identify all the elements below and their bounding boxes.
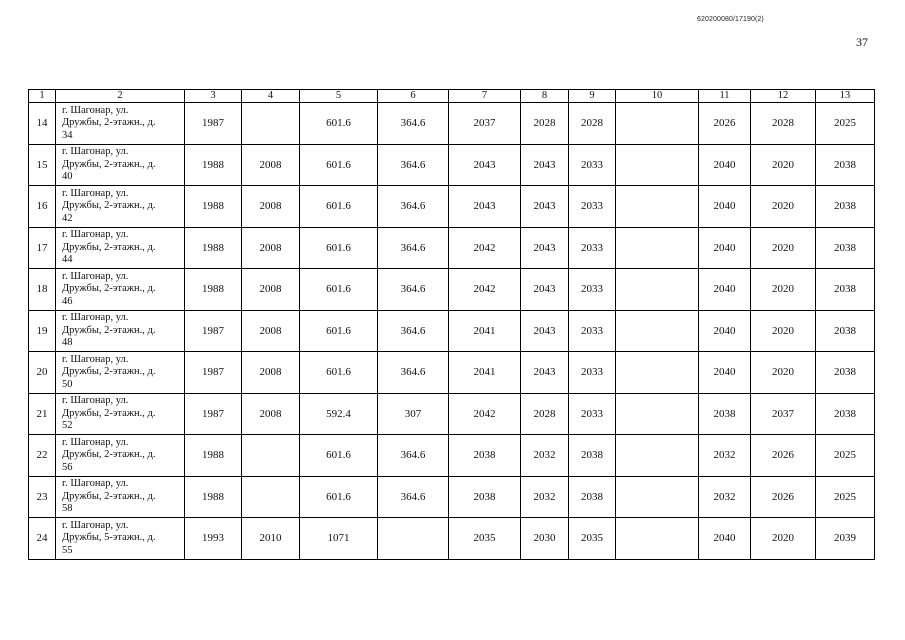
table-cell	[616, 518, 699, 560]
table-cell: 1987	[185, 103, 242, 145]
table-row	[29, 269, 875, 311]
table-row	[29, 393, 875, 435]
column-header: 9	[569, 90, 616, 103]
table-cell	[616, 352, 699, 394]
table-cell: 364.6	[378, 186, 449, 228]
table-cell	[242, 435, 300, 477]
table-cell: 15	[29, 144, 56, 186]
table-cell: 2038	[816, 310, 875, 352]
table-cell: 601.6	[300, 310, 378, 352]
table-cell: 364.6	[378, 103, 449, 145]
table-cell: 2040	[699, 227, 751, 269]
table-cell	[616, 310, 699, 352]
table-cell: 2040	[699, 269, 751, 311]
table-cell: 1987	[185, 393, 242, 435]
table-cell: 2038	[816, 227, 875, 269]
table-cell: 601.6	[300, 435, 378, 477]
column-header: 7	[449, 90, 521, 103]
table-row	[29, 352, 875, 394]
column-header: 12	[751, 90, 816, 103]
table-cell: 2038	[569, 476, 616, 518]
table-cell: 2032	[699, 435, 751, 477]
table-cell	[616, 103, 699, 145]
table-cell: 2043	[521, 186, 569, 228]
table-cell: 21	[29, 393, 56, 435]
table-cell: 2008	[242, 310, 300, 352]
table-cell: 2028	[521, 393, 569, 435]
table-cell: 2020	[751, 227, 816, 269]
table-cell: 2042	[449, 227, 521, 269]
address-cell: г. Шагонар, ул. Дружбы, 2-этажн., д. 40	[56, 144, 185, 186]
table-cell: 364.6	[378, 269, 449, 311]
table-cell: 2043	[521, 310, 569, 352]
table-cell: 1988	[185, 227, 242, 269]
table-row	[29, 186, 875, 228]
table-cell: 23	[29, 476, 56, 518]
column-header: 6	[378, 90, 449, 103]
address-cell: г. Шагонар, ул. Дружбы, 2-этажн., д. 34	[56, 103, 185, 145]
table-cell: 2035	[449, 518, 521, 560]
table-cell	[616, 393, 699, 435]
table-cell: 2020	[751, 186, 816, 228]
table-cell: 2038	[449, 435, 521, 477]
table-cell: 2040	[699, 352, 751, 394]
table-cell: 2010	[242, 518, 300, 560]
table-cell: 2033	[569, 310, 616, 352]
address-cell: г. Шагонар, ул. Дружбы, 5-этажн., д. 55	[56, 518, 185, 560]
table-cell	[616, 227, 699, 269]
table-cell: 364.6	[378, 476, 449, 518]
table-cell: 364.6	[378, 352, 449, 394]
table-cell: 2025	[816, 435, 875, 477]
table-cell: 2040	[699, 310, 751, 352]
address-cell: г. Шагонар, ул. Дружбы, 2-этажн., д. 58	[56, 476, 185, 518]
table-cell: 2026	[751, 476, 816, 518]
table-row	[29, 518, 875, 560]
table-cell	[616, 144, 699, 186]
table-cell	[242, 476, 300, 518]
table-cell: 2032	[521, 476, 569, 518]
table-cell: 2043	[449, 186, 521, 228]
table-cell: 2039	[816, 518, 875, 560]
table-cell: 2038	[816, 352, 875, 394]
table-cell: 2043	[521, 227, 569, 269]
table-cell: 2008	[242, 393, 300, 435]
table-body	[29, 103, 875, 560]
table-cell: 2040	[699, 144, 751, 186]
table-cell: 592.4	[300, 393, 378, 435]
address-cell: г. Шагонар, ул. Дружбы, 2-этажн., д. 44	[56, 227, 185, 269]
table-cell: 2038	[449, 476, 521, 518]
table-cell: 2033	[569, 393, 616, 435]
table-cell: 2037	[449, 103, 521, 145]
table-cell: 22	[29, 435, 56, 477]
table-cell: 601.6	[300, 476, 378, 518]
table-cell: 1987	[185, 310, 242, 352]
table-cell: 601.6	[300, 352, 378, 394]
table-cell: 2032	[699, 476, 751, 518]
table-cell: 2028	[751, 103, 816, 145]
table-cell	[378, 518, 449, 560]
table-cell: 2043	[521, 144, 569, 186]
table-cell: 1988	[185, 435, 242, 477]
table-cell: 601.6	[300, 269, 378, 311]
table-cell: 2020	[751, 144, 816, 186]
table-cell: 364.6	[378, 310, 449, 352]
column-header: 10	[616, 90, 699, 103]
table-cell: 2008	[242, 186, 300, 228]
table-cell: 2008	[242, 144, 300, 186]
table-row	[29, 144, 875, 186]
table-cell: 2038	[816, 393, 875, 435]
table-cell: 18	[29, 269, 56, 311]
table-row	[29, 310, 875, 352]
table-cell	[616, 476, 699, 518]
table-cell: 2033	[569, 227, 616, 269]
column-header: 5	[300, 90, 378, 103]
table-row	[29, 476, 875, 518]
table-cell	[616, 186, 699, 228]
table-cell: 2020	[751, 352, 816, 394]
table-cell: 601.6	[300, 227, 378, 269]
table-cell: 364.6	[378, 227, 449, 269]
table-cell: 2008	[242, 227, 300, 269]
table-cell: 2038	[816, 186, 875, 228]
table-cell: 2037	[751, 393, 816, 435]
table-cell: 2033	[569, 186, 616, 228]
table-cell: 1988	[185, 476, 242, 518]
column-number-row	[29, 90, 875, 103]
table-cell: 2008	[242, 269, 300, 311]
table-cell: 2040	[699, 186, 751, 228]
table-cell	[616, 269, 699, 311]
table-cell: 364.6	[378, 144, 449, 186]
table-cell: 2033	[569, 269, 616, 311]
table-row	[29, 103, 875, 145]
table-cell: 2025	[816, 476, 875, 518]
table-cell: 2043	[449, 144, 521, 186]
table-cell: 1988	[185, 144, 242, 186]
table-cell: 2043	[521, 352, 569, 394]
table-cell: 2038	[569, 435, 616, 477]
address-cell: г. Шагонар, ул. Дружбы, 2-этажн., д. 48	[56, 310, 185, 352]
table-row	[29, 435, 875, 477]
table-cell: 2038	[816, 144, 875, 186]
table-cell: 19	[29, 310, 56, 352]
table-cell: 2026	[699, 103, 751, 145]
table-cell: 2040	[699, 518, 751, 560]
table-cell: 1988	[185, 269, 242, 311]
table-cell: 16	[29, 186, 56, 228]
table-cell	[616, 435, 699, 477]
table-cell: 1988	[185, 186, 242, 228]
table-cell: 2020	[751, 518, 816, 560]
table-cell	[242, 103, 300, 145]
table-cell: 2038	[699, 393, 751, 435]
table-cell: 364.6	[378, 435, 449, 477]
address-cell: г. Шагонар, ул. Дружбы, 2-этажн., д. 52	[56, 393, 185, 435]
table-cell: 2041	[449, 352, 521, 394]
table-cell: 601.6	[300, 144, 378, 186]
address-cell: г. Шагонар, ул. Дружбы, 2-этажн., д. 50	[56, 352, 185, 394]
table-cell: 2030	[521, 518, 569, 560]
table-cell: 2041	[449, 310, 521, 352]
table-cell: 307	[378, 393, 449, 435]
address-cell: г. Шагонар, ул. Дружбы, 2-этажн., д. 56	[56, 435, 185, 477]
document-code: 620200080/17190(2)	[697, 16, 764, 23]
page-number: 37	[856, 35, 868, 49]
table-cell: 2038	[816, 269, 875, 311]
table-cell: 2028	[521, 103, 569, 145]
table-cell: 2025	[816, 103, 875, 145]
table-cell: 2043	[521, 269, 569, 311]
table-cell: 2035	[569, 518, 616, 560]
column-header: 3	[185, 90, 242, 103]
table-cell: 2042	[449, 269, 521, 311]
table-cell: 20	[29, 352, 56, 394]
table-cell: 2032	[521, 435, 569, 477]
table-cell: 2026	[751, 435, 816, 477]
table-cell: 2033	[569, 352, 616, 394]
table-cell: 2028	[569, 103, 616, 145]
housing-register-table	[28, 89, 875, 560]
table-cell: 2020	[751, 310, 816, 352]
table-cell: 14	[29, 103, 56, 145]
table-header	[29, 90, 875, 103]
address-cell: г. Шагонар, ул. Дружбы, 2-этажн., д. 46	[56, 269, 185, 311]
table-cell: 1987	[185, 352, 242, 394]
table-cell: 601.6	[300, 103, 378, 145]
table-cell: 2042	[449, 393, 521, 435]
column-header: 8	[521, 90, 569, 103]
table-row	[29, 227, 875, 269]
table-cell: 601.6	[300, 186, 378, 228]
column-header: 11	[699, 90, 751, 103]
column-header: 2	[56, 90, 185, 103]
address-cell: г. Шагонар, ул. Дружбы, 2-этажн., д. 42	[56, 186, 185, 228]
table-cell: 2033	[569, 144, 616, 186]
table-cell: 1993	[185, 518, 242, 560]
table-cell: 2008	[242, 352, 300, 394]
table-cell: 24	[29, 518, 56, 560]
table-cell: 2020	[751, 269, 816, 311]
column-header: 4	[242, 90, 300, 103]
column-header: 13	[816, 90, 875, 103]
table-cell: 1071	[300, 518, 378, 560]
column-header: 1	[29, 90, 56, 103]
table-cell: 17	[29, 227, 56, 269]
